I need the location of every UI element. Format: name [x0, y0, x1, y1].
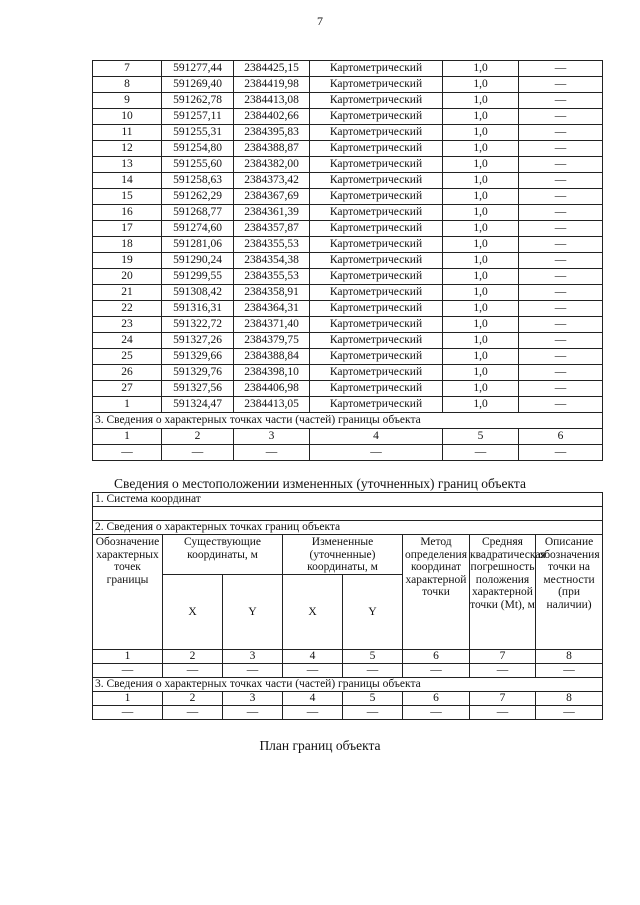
point-number-cell: 13: [93, 157, 162, 173]
x-coordinate-cell: 591258,63: [162, 173, 234, 189]
empty-cell: —: [93, 445, 162, 461]
part-points-label: 3. Сведения о характерных точках части (частей) границы объекта: [93, 678, 603, 692]
x-coordinate-cell: 591329,76: [162, 365, 234, 381]
x-coordinate-cell: 591327,56: [162, 381, 234, 397]
description-cell: —: [519, 61, 603, 77]
point-number-cell: 16: [93, 205, 162, 221]
empty-cell: —: [470, 706, 536, 720]
column-number: 3: [234, 429, 310, 445]
column-number: 1: [93, 429, 162, 445]
y-coordinate-cell: 2384355,53: [234, 269, 310, 285]
description-cell: —: [519, 349, 603, 365]
y-coordinate-cell: 2384413,08: [234, 93, 310, 109]
table-row: [93, 253, 603, 269]
description-cell: —: [519, 205, 603, 221]
empty-cell: —: [163, 706, 223, 720]
table-row: [93, 397, 603, 413]
x-coordinate-cell: 591257,11: [162, 109, 234, 125]
x-coordinate-cell: 591316,31: [162, 301, 234, 317]
y-coordinate-cell: 2384357,87: [234, 221, 310, 237]
table-row: [93, 205, 603, 221]
method-cell: Картометрический: [310, 301, 443, 317]
x-coordinate-cell: 591254,80: [162, 141, 234, 157]
description-cell: —: [519, 317, 603, 333]
y-coordinate-cell: 2384382,00: [234, 157, 310, 173]
description-cell: —: [519, 301, 603, 317]
column-number: 4: [310, 429, 443, 445]
x-coordinate-cell: 591269,40: [162, 77, 234, 93]
x-coordinate-cell: 591262,29: [162, 189, 234, 205]
method-cell: Картометрический: [310, 189, 443, 205]
column-number-row: [93, 650, 603, 664]
column-number: 2: [163, 692, 223, 706]
empty-cell: —: [310, 445, 443, 461]
description-cell: —: [519, 237, 603, 253]
description-cell: —: [519, 269, 603, 285]
column-number: 3: [223, 692, 283, 706]
point-number-cell: 14: [93, 173, 162, 189]
table-row: [93, 77, 603, 93]
method-cell: Картометрический: [310, 365, 443, 381]
point-number-cell: 26: [93, 365, 162, 381]
part-points-label: 3. Сведения о характерных точках части (частей) границы объекта: [93, 413, 603, 429]
boundary-points-label: 2. Сведения о характерных точках границ объекта: [93, 521, 603, 535]
table-row: [93, 221, 603, 237]
description-cell: —: [519, 157, 603, 173]
y-coordinate-cell: 2384406,98: [234, 381, 310, 397]
method-cell: Картометрический: [310, 61, 443, 77]
description-cell: —: [519, 77, 603, 93]
description-cell: —: [519, 221, 603, 237]
method-cell: Картометрический: [310, 237, 443, 253]
point-number-cell: 23: [93, 317, 162, 333]
column-number: 7: [470, 692, 536, 706]
empty-cell: —: [470, 664, 536, 678]
point-number-cell: 21: [93, 285, 162, 301]
accuracy-cell: 1,0: [443, 365, 519, 381]
description-cell: —: [519, 285, 603, 301]
description-cell: —: [519, 365, 603, 381]
point-number-cell: 18: [93, 237, 162, 253]
point-number-cell: 9: [93, 93, 162, 109]
table-row: [93, 317, 603, 333]
y-coordinate-cell: 2384388,84: [234, 349, 310, 365]
method-cell: Картометрический: [310, 77, 443, 93]
point-number-cell: 1: [93, 397, 162, 413]
coordinate-system-value: [93, 507, 603, 521]
table-row: [93, 157, 603, 173]
column-number: 6: [403, 650, 470, 664]
plan-title: План границ объекта: [259, 738, 381, 753]
y-coordinate-cell: 2384402,66: [234, 109, 310, 125]
empty-cell: —: [93, 664, 163, 678]
y-coordinate-cell: 2384388,87: [234, 141, 310, 157]
x-coordinate-cell: 591255,60: [162, 157, 234, 173]
table-row: [93, 93, 603, 109]
table-row: [93, 285, 603, 301]
method-cell: Картометрический: [310, 333, 443, 349]
accuracy-cell: 1,0: [443, 125, 519, 141]
changed-boundaries-title: Сведения о местоположении измененных (уточненных) границ объекта: [114, 476, 526, 491]
empty-cell: —: [536, 706, 603, 720]
x-coordinate-cell: 591322,72: [162, 317, 234, 333]
description-cell: —: [519, 381, 603, 397]
column-number: 2: [163, 650, 223, 664]
accuracy-cell: 1,0: [443, 285, 519, 301]
empty-cell: —: [403, 706, 470, 720]
point-number-cell: 7: [93, 61, 162, 77]
method-cell: Картометрический: [310, 173, 443, 189]
table-row: [93, 125, 603, 141]
coordinate-system-label: 1. Система координат: [93, 493, 603, 507]
description-cell: —: [519, 125, 603, 141]
x-coordinate-cell: 591327,26: [162, 333, 234, 349]
header-accuracy: Средняя квадратическая погрешность положения характерной точки (Mt), м: [470, 535, 536, 650]
empty-cell: —: [162, 445, 234, 461]
accuracy-cell: 1,0: [443, 253, 519, 269]
accuracy-cell: 1,0: [443, 157, 519, 173]
accuracy-cell: 1,0: [443, 221, 519, 237]
y-coordinate-cell: 2384373,42: [234, 173, 310, 189]
column-number: 5: [343, 692, 403, 706]
y-coordinate-cell: 2384425,15: [234, 61, 310, 77]
x-coordinate-cell: 591281,06: [162, 237, 234, 253]
header-designation: Обозначение характерных точек границы: [93, 535, 163, 650]
point-number-cell: 22: [93, 301, 162, 317]
x-coordinate-cell: 591262,78: [162, 93, 234, 109]
column-number: 8: [536, 650, 603, 664]
column-number: 2: [162, 429, 234, 445]
y-coordinate-cell: 2384371,40: [234, 317, 310, 333]
column-number: 8: [536, 692, 603, 706]
table-row: [93, 333, 603, 349]
header-description: Описание обозначения точки на местности (при наличии): [536, 535, 603, 650]
empty-cell: —: [163, 664, 223, 678]
point-number-cell: 10: [93, 109, 162, 125]
accuracy-cell: 1,0: [443, 269, 519, 285]
description-cell: —: [519, 109, 603, 125]
empty-cell: —: [403, 664, 470, 678]
accuracy-cell: 1,0: [443, 381, 519, 397]
points-table: [92, 60, 603, 461]
column-number: 6: [403, 692, 470, 706]
empty-row: [93, 664, 603, 678]
x-coordinate-cell: 591277,44: [162, 61, 234, 77]
x-coordinate-cell: 591324,47: [162, 397, 234, 413]
empty-cell: —: [536, 664, 603, 678]
method-cell: Картометрический: [310, 157, 443, 173]
method-cell: Картометрический: [310, 93, 443, 109]
accuracy-cell: 1,0: [443, 237, 519, 253]
description-cell: —: [519, 253, 603, 269]
column-number-row: [93, 692, 603, 706]
column-number: 1: [93, 692, 163, 706]
description-cell: —: [519, 397, 603, 413]
empty-cell: —: [443, 445, 519, 461]
description-cell: —: [519, 93, 603, 109]
table-row: [93, 349, 603, 365]
y-coordinate-cell: 2384361,39: [234, 205, 310, 221]
description-cell: —: [519, 141, 603, 157]
header-existing-y: Y: [223, 575, 283, 650]
point-number-cell: 8: [93, 77, 162, 93]
accuracy-cell: 1,0: [443, 173, 519, 189]
point-number-cell: 11: [93, 125, 162, 141]
accuracy-cell: 1,0: [443, 141, 519, 157]
point-number-cell: 19: [93, 253, 162, 269]
table-row: [93, 365, 603, 381]
y-coordinate-cell: 2384379,75: [234, 333, 310, 349]
method-cell: Картометрический: [310, 285, 443, 301]
table-row: [93, 269, 603, 285]
column-number: 7: [470, 650, 536, 664]
table-row: [93, 61, 603, 77]
header-existing-x: X: [163, 575, 223, 650]
accuracy-cell: 1,0: [443, 109, 519, 125]
empty-cell: —: [283, 664, 343, 678]
column-number: 3: [223, 650, 283, 664]
empty-cell: —: [223, 706, 283, 720]
x-coordinate-cell: 591290,24: [162, 253, 234, 269]
y-coordinate-cell: 2384413,05: [234, 397, 310, 413]
point-number-cell: 17: [93, 221, 162, 237]
y-coordinate-cell: 2384395,83: [234, 125, 310, 141]
y-coordinate-cell: 2384358,91: [234, 285, 310, 301]
method-cell: Картометрический: [310, 125, 443, 141]
point-number-cell: 12: [93, 141, 162, 157]
x-coordinate-cell: 591299,55: [162, 269, 234, 285]
accuracy-cell: 1,0: [443, 205, 519, 221]
point-number-cell: 15: [93, 189, 162, 205]
x-coordinate-cell: 591255,31: [162, 125, 234, 141]
method-cell: Картометрический: [310, 397, 443, 413]
point-number-cell: 20: [93, 269, 162, 285]
method-cell: Картометрический: [310, 141, 443, 157]
method-cell: Картометрический: [310, 205, 443, 221]
empty-cell: —: [343, 664, 403, 678]
table-row: [93, 237, 603, 253]
column-number: 5: [343, 650, 403, 664]
accuracy-cell: 1,0: [443, 397, 519, 413]
x-coordinate-cell: 591274,60: [162, 221, 234, 237]
empty-cell: —: [283, 706, 343, 720]
section3-row: [93, 413, 603, 429]
table-row: [93, 173, 603, 189]
header-existing-coordinates: Существующие координаты, м: [163, 535, 283, 575]
method-cell: Картометрический: [310, 253, 443, 269]
y-coordinate-cell: 2384364,31: [234, 301, 310, 317]
x-coordinate-cell: 591268,77: [162, 205, 234, 221]
header-changed-y: Y: [343, 575, 403, 650]
table-row: [93, 301, 603, 317]
page-number: 7: [317, 14, 323, 28]
method-cell: Картометрический: [310, 381, 443, 397]
x-coordinate-cell: 591329,66: [162, 349, 234, 365]
method-cell: Картометрический: [310, 317, 443, 333]
method-cell: Картометрический: [310, 349, 443, 365]
column-number: 1: [93, 650, 163, 664]
description-cell: —: [519, 189, 603, 205]
empty-row: [93, 706, 603, 720]
accuracy-cell: 1,0: [443, 317, 519, 333]
y-coordinate-cell: 2384398,10: [234, 365, 310, 381]
table-row: [93, 141, 603, 157]
point-number-cell: 24: [93, 333, 162, 349]
method-cell: Картометрический: [310, 109, 443, 125]
accuracy-cell: 1,0: [443, 189, 519, 205]
table-row: [93, 109, 603, 125]
header-changed-x: X: [283, 575, 343, 650]
y-coordinate-cell: 2384367,69: [234, 189, 310, 205]
empty-cell: —: [343, 706, 403, 720]
method-cell: Картометрический: [310, 221, 443, 237]
accuracy-cell: 1,0: [443, 349, 519, 365]
accuracy-cell: 1,0: [443, 333, 519, 349]
point-number-cell: 27: [93, 381, 162, 397]
column-number: 6: [519, 429, 603, 445]
empty-cell: —: [93, 706, 163, 720]
table-row: [93, 189, 603, 205]
header-changed-coordinates: Измененные (уточненные) координаты, м: [283, 535, 403, 575]
method-cell: Картометрический: [310, 269, 443, 285]
empty-cell: —: [223, 664, 283, 678]
empty-row: [93, 445, 603, 461]
description-cell: —: [519, 333, 603, 349]
description-cell: —: [519, 173, 603, 189]
column-number-row: [93, 429, 603, 445]
empty-cell: —: [519, 445, 603, 461]
y-coordinate-cell: 2384355,53: [234, 237, 310, 253]
table-row: [93, 381, 603, 397]
point-number-cell: 25: [93, 349, 162, 365]
accuracy-cell: 1,0: [443, 301, 519, 317]
y-coordinate-cell: 2384419,98: [234, 77, 310, 93]
column-number: 5: [443, 429, 519, 445]
empty-cell: —: [234, 445, 310, 461]
accuracy-cell: 1,0: [443, 61, 519, 77]
accuracy-cell: 1,0: [443, 93, 519, 109]
x-coordinate-cell: 591308,42: [162, 285, 234, 301]
accuracy-cell: 1,0: [443, 77, 519, 93]
column-number: 4: [283, 692, 343, 706]
y-coordinate-cell: 2384354,38: [234, 253, 310, 269]
changed-points-table: [92, 492, 603, 720]
header-method: Метод определения координат характерной точки: [403, 535, 470, 650]
column-number: 4: [283, 650, 343, 664]
